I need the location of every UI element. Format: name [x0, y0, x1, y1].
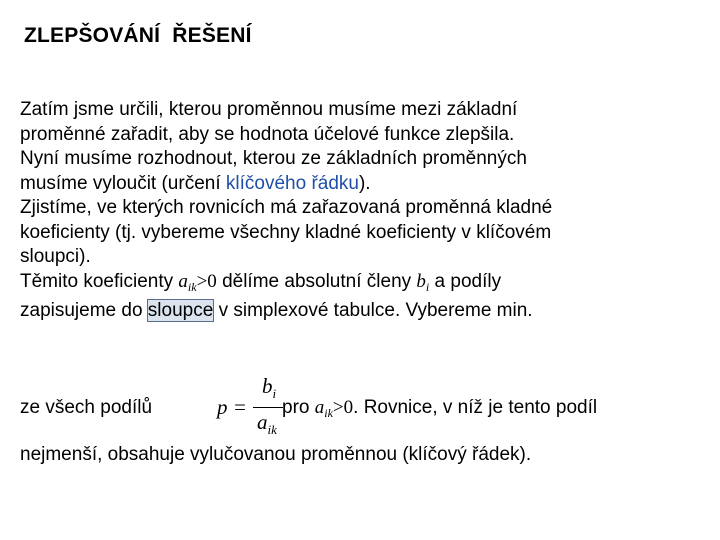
paragraph4-line1: [20, 270, 710, 300]
body-text: [20, 98, 710, 324]
slide-title: ZLEPŠOVÁNÍ ŘEŠENÍ: [24, 24, 252, 47]
paragraph4-line1-after: a podíly: [429, 270, 502, 292]
paragraph1-line2: proměnné zařadit, aby se hodnota účelové funkce zlepšila.: [20, 123, 515, 145]
denominator-var: a: [257, 410, 268, 434]
math-gt-zero: >0: [196, 270, 217, 292]
paragraph4-line1-middle: dělíme absolutní členy: [216, 270, 417, 292]
formula-denominator: [257, 410, 277, 438]
paragraph4-line1-before: Těmito koeficienty: [20, 270, 179, 292]
paragraph4-line2-before: zapisujeme do: [20, 300, 148, 321]
numerator-var: b: [262, 374, 273, 398]
formula-lhs: p =: [217, 395, 247, 419]
formula-tail: . Rovnice, v níž je tento podíl: [353, 397, 598, 418]
paragraph2-line2: [20, 172, 710, 197]
ratio-formula: [217, 374, 285, 438]
paragraph4-line2: [20, 299, 710, 324]
math-a-sub: ik: [187, 279, 197, 294]
paragraph2-line2-before: musíme vyloučit (určení: [20, 172, 226, 194]
formula-numerator: [262, 374, 276, 402]
formula-text-before: ze všech podílů: [20, 397, 153, 418]
paragraph3-line2: koeficienty (tj. vybereme všechny kladné koeficienty v klíčovém: [20, 221, 552, 243]
paragraph1-line1: Zatím jsme určili, kterou proměnnou musíme mezi základní: [20, 99, 518, 120]
paragraph3-line1: Zjistíme, ve kterých rovnicích má zařazovaná proměnná kladné: [20, 197, 553, 218]
formula-a-var: a: [314, 397, 325, 418]
fraction-bar: [253, 407, 283, 408]
column-box-highlight: sloupce: [147, 300, 214, 321]
numerator-sub: i: [272, 386, 277, 401]
math-b-sub: i: [425, 279, 430, 294]
denominator-sub: ik: [267, 422, 277, 437]
paragraph3-line3: sloupci).: [20, 246, 91, 267]
formula-a-sub: ik: [324, 406, 333, 420]
paragraph2-line2-after: ).: [358, 172, 371, 194]
paragraph2-line1: Nyní musíme rozhodnout, kterou ze základních proměnných: [20, 148, 527, 169]
key-row-term: klíčového řádku: [225, 172, 359, 194]
paragraph4-line2-after: v simplexové tabulce. Vybereme min.: [213, 300, 533, 321]
math-b-var: b: [416, 270, 426, 292]
conclusion-line: nejmenší, obsahuje vylučovanou proměnnou (klíčový řádek).: [20, 444, 532, 465]
formula-pro: pro: [282, 397, 310, 418]
formula-text-after: [282, 397, 597, 421]
formula-gt-zero: >0: [332, 397, 354, 418]
math-a-var: a: [178, 270, 188, 292]
